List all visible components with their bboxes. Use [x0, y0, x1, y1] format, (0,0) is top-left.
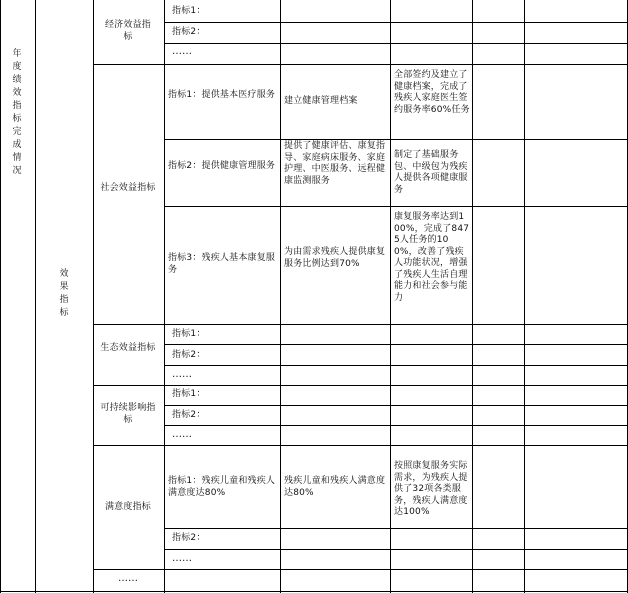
grid-line	[164, 43, 628, 44]
footer-ellipsis: ……	[118, 573, 138, 584]
economic-label: 经济效益指标	[104, 20, 151, 42]
grid-line	[164, 528, 628, 529]
satisfaction-row-3-name: ……	[172, 553, 192, 564]
social-row-2-target: 提供了健康评估、康复指导、家庭病床服务、家庭护理、中医服务、远程健康监测服务	[284, 141, 386, 186]
social-row-2-actual: 制定了基础服务包、中级包为残疾人提供各项健康服务	[394, 150, 468, 195]
sustainable-label: 可持续影响指标	[100, 403, 156, 425]
sustainable-row-3: ……	[172, 429, 192, 440]
grid-line	[164, 139, 628, 140]
satisfaction-label: 满意度指标	[104, 502, 151, 512]
grid-line	[164, 344, 628, 345]
grid-line	[164, 206, 628, 207]
social-row-1-actual: 全部签约及建立了健康档案，完成了残疾人家庭医生签约服务率60%任务	[394, 70, 470, 115]
grid-line	[93, 324, 628, 325]
grid-line	[164, 405, 628, 406]
grid-line	[390, 0, 391, 593]
social-row-3-actual: 康复服务率达到100%，完成了8475人任务的100%，改善了残疾人功能状况，增强了残疾人生活自理能力和社会参与能力	[394, 212, 470, 303]
grid-line	[93, 569, 628, 570]
grid-line	[164, 0, 165, 593]
satisfaction-row-1-actual: 按照康复服务实际需求，为残疾人提供了32项各类服务，残疾人满意度达100%	[394, 461, 468, 517]
ecological-row-1: 指标1：	[172, 329, 206, 339]
satisfaction-row-2-name: 指标2：	[172, 533, 206, 543]
social-label: 社会效益指标	[100, 183, 156, 193]
section-label: 年度绩效指标完成情况	[12, 49, 22, 176]
category-label: 效果指标	[59, 269, 69, 318]
social-row-1-name: 指标1：提供基本医疗服务	[168, 90, 276, 100]
grid-line	[164, 365, 628, 366]
grid-line	[93, 385, 628, 386]
ecological-row-3: ……	[172, 369, 192, 380]
economic-row-1: 指标1：	[172, 6, 206, 16]
grid-line	[164, 22, 628, 23]
ecological-label: 生态效益指标	[100, 343, 156, 353]
grid-line	[524, 0, 525, 593]
social-row-2-name: 指标2：提供健康管理服务	[168, 161, 276, 171]
grid-line	[0, 0, 1, 593]
social-row-3-target: 为由需求残疾人提供康复服务比例达到70%	[284, 247, 386, 269]
satisfaction-row-1-target: 残疾儿童和残疾人满意度达80%	[284, 476, 386, 498]
social-row-3-name: 指标3：残疾人基本康复服务	[168, 253, 276, 275]
grid-line	[93, 0, 94, 593]
grid-line	[280, 0, 281, 593]
social-row-1-target: 建立健康管理档案	[284, 96, 358, 106]
grid-line	[164, 425, 628, 426]
ecological-row-2: 指标2：	[172, 350, 206, 360]
grid-line	[35, 0, 36, 593]
economic-row-2: 指标2：	[172, 27, 206, 37]
grid-line	[472, 0, 473, 593]
sustainable-row-2: 指标2：	[172, 410, 206, 420]
grid-line	[93, 445, 628, 446]
sustainable-row-1: 指标1：	[172, 389, 206, 399]
economic-row-3: ……	[172, 46, 192, 57]
grid-line	[164, 549, 628, 550]
grid-line	[93, 64, 628, 65]
grid-line	[0, 591, 628, 592]
satisfaction-row-1-name: 指标1：残疾儿童和残疾人满意度达80%	[168, 476, 276, 498]
